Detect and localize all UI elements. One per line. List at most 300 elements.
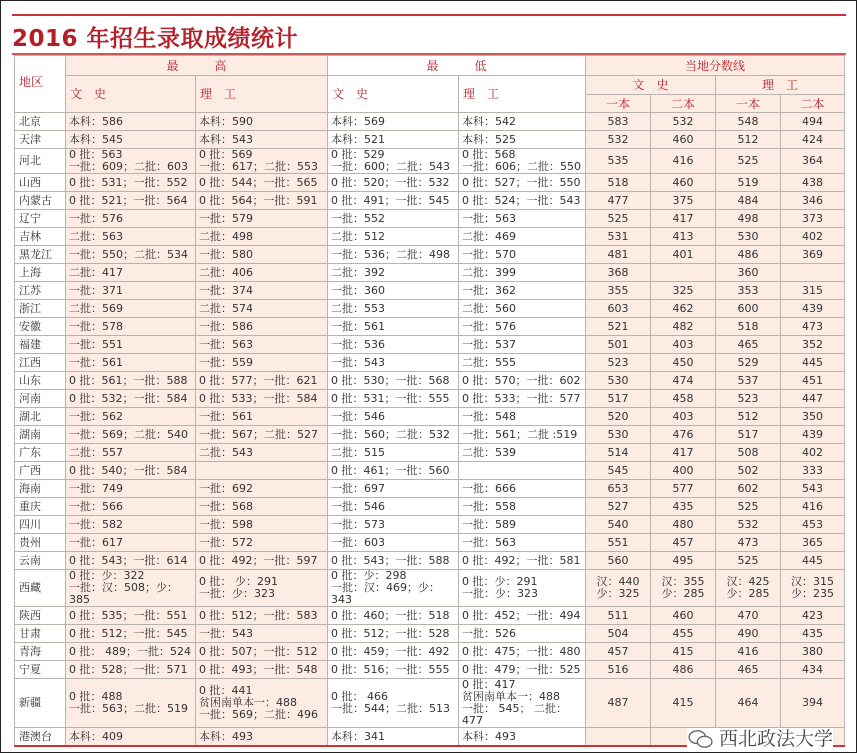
line-wenshi-yiben-cell: 530 xyxy=(586,426,651,444)
highest-wenshi-cell: 二批：563 xyxy=(66,228,196,246)
region-cell: 海南 xyxy=(15,480,66,498)
table-row xyxy=(15,336,845,354)
region-cell: 北京 xyxy=(15,113,66,131)
line-wenshi-yiben-cell: 514 xyxy=(586,444,651,462)
line-wenshi-yiben-cell: 368 xyxy=(586,264,651,282)
highest-ligong-cell: 本科：493 xyxy=(196,728,328,747)
highest-ligong-cell: 一批：567；二批：527 xyxy=(196,426,328,444)
line-ligong-erben-cell: 423 xyxy=(781,607,845,625)
region-cell: 浙江 xyxy=(15,300,66,318)
line-wenshi-yiben-cell: 457 xyxy=(586,643,651,661)
highest-ligong-cell: 一批：543 xyxy=(196,625,328,643)
region-cell: 广西 xyxy=(15,462,66,480)
table-row xyxy=(15,444,845,462)
highest-wenshi-cell: 本科：545 xyxy=(66,131,196,149)
line-wenshi-yiben-cell: 汉：440 少：325 xyxy=(586,570,651,607)
line-wenshi-yiben-cell: 525 xyxy=(586,210,651,228)
highest-wenshi-cell: 一批：562 xyxy=(66,408,196,426)
table-row xyxy=(15,264,845,282)
table-row xyxy=(15,498,845,516)
line-wenshi-yiben-cell: 501 xyxy=(586,336,651,354)
line-wenshi-erben-cell: 455 xyxy=(651,625,716,643)
table-row xyxy=(15,534,845,552)
header-region: 地区 xyxy=(15,56,66,113)
region-cell: 贵州 xyxy=(15,534,66,552)
line-ligong-yiben-cell: 600 xyxy=(716,300,781,318)
line-wenshi-yiben-cell: 481 xyxy=(586,246,651,264)
table-row xyxy=(15,625,845,643)
table-row xyxy=(15,282,845,300)
line-wenshi-erben-cell: 482 xyxy=(651,318,716,336)
header-lowest-wenshi: 文 史 xyxy=(328,76,459,113)
line-wenshi-erben-cell: 400 xyxy=(651,462,716,480)
region-cell: 吉林 xyxy=(15,228,66,246)
line-ligong-yiben-cell: 525 xyxy=(716,552,781,570)
lowest-ligong-cell: 本科：542 xyxy=(459,113,586,131)
line-ligong-yiben-cell: 523 xyxy=(716,390,781,408)
line-wenshi-yiben-cell xyxy=(586,728,651,747)
highest-ligong-cell: 一批：692 xyxy=(196,480,328,498)
line-ligong-erben-cell: 402 xyxy=(781,444,845,462)
highest-ligong-cell: 一批：559 xyxy=(196,354,328,372)
highest-wenshi-cell: 0 批：488 一批：563；二批：519 xyxy=(66,679,196,728)
highest-wenshi-cell: 一批：578 xyxy=(66,318,196,336)
lowest-wenshi-cell: 一批：573 xyxy=(328,516,459,534)
line-ligong-erben-cell: 365 xyxy=(781,534,845,552)
lowest-ligong-cell: 一批：570 xyxy=(459,246,586,264)
table-row xyxy=(15,192,845,210)
header-ligong-yiben: 一本 xyxy=(716,95,781,113)
line-ligong-yiben-cell: 512 xyxy=(716,408,781,426)
line-wenshi-erben-cell: 486 xyxy=(651,661,716,679)
lowest-ligong-cell: 0 批：524；一批：543 xyxy=(459,192,586,210)
lowest-ligong-cell: 0 批：452；一批：494 xyxy=(459,607,586,625)
line-ligong-erben-cell: 汉：315 少：235 xyxy=(781,570,845,607)
line-ligong-yiben-cell: 汉：425 少：285 xyxy=(716,570,781,607)
line-wenshi-erben-cell: 460 xyxy=(651,131,716,149)
line-ligong-erben-cell: 416 xyxy=(781,498,845,516)
line-ligong-erben-cell: 315 xyxy=(781,282,845,300)
line-ligong-erben-cell: 439 xyxy=(781,426,845,444)
line-wenshi-erben-cell: 460 xyxy=(651,607,716,625)
highest-wenshi-cell: 一批：749 xyxy=(66,480,196,498)
line-wenshi-erben-cell: 480 xyxy=(651,516,716,534)
header-highest-wenshi: 文 史 xyxy=(66,76,196,113)
line-ligong-yiben-cell: 512 xyxy=(716,131,781,149)
line-wenshi-erben-cell: 汉：355 少：285 xyxy=(651,570,716,607)
line-wenshi-yiben-cell: 532 xyxy=(586,131,651,149)
highest-ligong-cell: 一批：598 xyxy=(196,516,328,534)
line-ligong-yiben-cell: 498 xyxy=(716,210,781,228)
region-cell: 湖北 xyxy=(15,408,66,426)
line-ligong-erben-cell: 369 xyxy=(781,246,845,264)
lowest-ligong-cell: 一批：558 xyxy=(459,498,586,516)
line-wenshi-yiben-cell: 531 xyxy=(586,228,651,246)
highest-ligong-cell: 二批：406 xyxy=(196,264,328,282)
line-ligong-yiben-cell: 360 xyxy=(716,264,781,282)
lowest-wenshi-cell: 0 批：520；一批：532 xyxy=(328,174,459,192)
region-cell: 宁夏 xyxy=(15,661,66,679)
header-wenshi-erben: 二本 xyxy=(651,95,716,113)
highest-wenshi-cell: 0 批：540；一批：584 xyxy=(66,462,196,480)
lowest-wenshi-cell: 0 批：少：298 一批：汉：469；少：343 xyxy=(328,570,459,607)
line-wenshi-yiben-cell: 583 xyxy=(586,113,651,131)
line-wenshi-erben-cell: 435 xyxy=(651,498,716,516)
line-wenshi-erben-cell xyxy=(651,264,716,282)
line-wenshi-yiben-cell: 520 xyxy=(586,408,651,426)
highest-ligong-cell: 本科：590 xyxy=(196,113,328,131)
region-cell: 甘肃 xyxy=(15,625,66,643)
table-row xyxy=(15,113,845,131)
line-ligong-yiben-cell: 502 xyxy=(716,462,781,480)
highest-ligong-cell: 一批：374 xyxy=(196,282,328,300)
highest-wenshi-cell: 一批：561 xyxy=(66,354,196,372)
table-row xyxy=(15,570,845,607)
highest-ligong-cell: 0 批：441 贫困南单本一：488 一批：569；二批：496 xyxy=(196,679,328,728)
line-ligong-yiben-cell: 486 xyxy=(716,246,781,264)
line-wenshi-yiben-cell: 477 xyxy=(586,192,651,210)
highest-wenshi-cell: 一批：551 xyxy=(66,336,196,354)
line-wenshi-yiben-cell: 511 xyxy=(586,607,651,625)
line-ligong-yiben-cell: 517 xyxy=(716,426,781,444)
lowest-ligong-cell: 二批：399 xyxy=(459,264,586,282)
highest-wenshi-cell: 0 批： 489；一批：524 xyxy=(66,643,196,661)
header-wenshi-yiben: 一本 xyxy=(586,95,651,113)
region-cell: 河南 xyxy=(15,390,66,408)
lowest-ligong-cell: 一批：362 xyxy=(459,282,586,300)
line-ligong-erben-cell xyxy=(781,264,845,282)
lowest-wenshi-cell: 二批：553 xyxy=(328,300,459,318)
lowest-wenshi-cell: 一批：552 xyxy=(328,210,459,228)
line-ligong-yiben-cell: 525 xyxy=(716,149,781,174)
table-row xyxy=(15,210,845,228)
line-ligong-erben-cell: 445 xyxy=(781,354,845,372)
highest-wenshi-cell: 一批：550；二批：534 xyxy=(66,246,196,264)
lowest-wenshi-cell: 一批：360 xyxy=(328,282,459,300)
line-ligong-yiben-cell: 490 xyxy=(716,625,781,643)
line-ligong-yiben-cell: 518 xyxy=(716,318,781,336)
region-cell: 江西 xyxy=(15,354,66,372)
table-row xyxy=(15,661,845,679)
line-wenshi-erben-cell: 476 xyxy=(651,426,716,444)
line-wenshi-yiben-cell: 540 xyxy=(586,516,651,534)
line-ligong-erben-cell: 434 xyxy=(781,661,845,679)
highest-ligong-cell: 0 批：533；一批：584 xyxy=(196,390,328,408)
table-row xyxy=(15,408,845,426)
line-wenshi-erben-cell: 577 xyxy=(651,480,716,498)
lowest-wenshi-cell: 本科：341 xyxy=(328,728,459,747)
table-row xyxy=(15,318,845,336)
lowest-ligong-cell: 二批：560 xyxy=(459,300,586,318)
line-ligong-yiben-cell: 529 xyxy=(716,354,781,372)
region-cell: 安徽 xyxy=(15,318,66,336)
highest-ligong-cell: 一批：586 xyxy=(196,318,328,336)
lowest-ligong-cell: 二批：539 xyxy=(459,444,586,462)
line-wenshi-yiben-cell: 653 xyxy=(586,480,651,498)
lowest-ligong-cell: 一批：526 xyxy=(459,625,586,643)
region-cell: 四川 xyxy=(15,516,66,534)
lowest-wenshi-cell: 一批：560；二批：532 xyxy=(328,426,459,444)
line-ligong-erben-cell: 473 xyxy=(781,318,845,336)
line-wenshi-erben-cell: 460 xyxy=(651,174,716,192)
watermark-text: 西北政法大学 xyxy=(718,728,833,750)
line-ligong-yiben-cell: 464 xyxy=(716,679,781,728)
region-cell: 湖南 xyxy=(15,426,66,444)
table-row xyxy=(15,149,845,174)
line-ligong-yiben-cell: 416 xyxy=(716,643,781,661)
lowest-ligong-cell: 一批：589 xyxy=(459,516,586,534)
line-ligong-erben-cell: 394 xyxy=(781,679,845,728)
line-wenshi-yiben-cell: 527 xyxy=(586,498,651,516)
line-ligong-erben-cell: 373 xyxy=(781,210,845,228)
lowest-wenshi-cell: 一批：697 xyxy=(328,480,459,498)
watermark xyxy=(687,728,833,750)
line-ligong-yiben-cell: 465 xyxy=(716,336,781,354)
highest-wenshi-cell: 二批：417 xyxy=(66,264,196,282)
region-cell: 陕西 xyxy=(15,607,66,625)
highest-wenshi-cell: 一批：371 xyxy=(66,282,196,300)
header-local-line: 当地分数线 xyxy=(586,56,845,76)
header-lowest: 最 低 xyxy=(328,56,586,76)
region-cell: 内蒙古 xyxy=(15,192,66,210)
lowest-ligong-cell: 二批：555 xyxy=(459,354,586,372)
highest-ligong-cell: 二批：574 xyxy=(196,300,328,318)
region-cell: 福建 xyxy=(15,336,66,354)
line-ligong-erben-cell: 445 xyxy=(781,552,845,570)
highest-wenshi-cell: 0 批：563 一批：609；二批：603 xyxy=(66,149,196,174)
line-ligong-yiben-cell: 519 xyxy=(716,174,781,192)
lowest-wenshi-cell: 0 批：512；一批：528 xyxy=(328,625,459,643)
page-title: 2016 年招生录取成绩统计 xyxy=(12,26,299,52)
highest-wenshi-cell: 一批：576 xyxy=(66,210,196,228)
line-ligong-erben-cell: 439 xyxy=(781,300,845,318)
line-ligong-erben-cell: 451 xyxy=(781,372,845,390)
lowest-ligong-cell xyxy=(459,462,586,480)
table-row xyxy=(15,552,845,570)
lowest-wenshi-cell: 二批：515 xyxy=(328,444,459,462)
line-wenshi-erben-cell: 450 xyxy=(651,354,716,372)
line-wenshi-erben-cell: 401 xyxy=(651,246,716,264)
lowest-wenshi-cell: 0 批：543；一批：588 xyxy=(328,552,459,570)
line-wenshi-yiben-cell: 487 xyxy=(586,679,651,728)
region-cell: 港澳台 xyxy=(15,728,66,747)
table-body xyxy=(15,113,845,747)
region-cell: 上海 xyxy=(15,264,66,282)
line-ligong-erben-cell: 346 xyxy=(781,192,845,210)
lowest-wenshi-cell: 二批：392 xyxy=(328,264,459,282)
highest-ligong-cell: 一批：572 xyxy=(196,534,328,552)
highest-ligong-cell: 二批：498 xyxy=(196,228,328,246)
line-wenshi-yiben-cell: 551 xyxy=(586,534,651,552)
line-wenshi-yiben-cell: 517 xyxy=(586,390,651,408)
lowest-wenshi-cell: 0 批：529 一批：600；二批：543 xyxy=(328,149,459,174)
highest-wenshi-cell: 0 批：543；一批：614 xyxy=(66,552,196,570)
lowest-wenshi-cell: 本科：521 xyxy=(328,131,459,149)
highest-ligong-cell: 一批：561 xyxy=(196,408,328,426)
line-ligong-erben-cell: 350 xyxy=(781,408,845,426)
lowest-wenshi-cell: 一批：546 xyxy=(328,408,459,426)
highest-wenshi-cell: 0 批：512；一批：545 xyxy=(66,625,196,643)
highest-ligong-cell: 0 批：512；一批：583 xyxy=(196,607,328,625)
line-ligong-erben-cell: 447 xyxy=(781,390,845,408)
lowest-wenshi-cell: 0 批：531；一批：555 xyxy=(328,390,459,408)
highest-wenshi-cell: 0 批：561；一批：588 xyxy=(66,372,196,390)
header-highest: 最 高 xyxy=(66,56,328,76)
lowest-ligong-cell: 一批：548 xyxy=(459,408,586,426)
line-wenshi-yiben-cell: 521 xyxy=(586,318,651,336)
table-row xyxy=(15,372,845,390)
lowest-wenshi-cell: 一批：603 xyxy=(328,534,459,552)
line-wenshi-erben-cell: 532 xyxy=(651,113,716,131)
table-row xyxy=(15,354,845,372)
highest-ligong-cell: 一批：568 xyxy=(196,498,328,516)
lowest-ligong-cell: 一批：537 xyxy=(459,336,586,354)
line-ligong-yiben-cell: 508 xyxy=(716,444,781,462)
line-wenshi-erben-cell: 325 xyxy=(651,282,716,300)
line-ligong-erben-cell: 333 xyxy=(781,462,845,480)
lowest-wenshi-cell: 一批：536；二批：498 xyxy=(328,246,459,264)
line-ligong-yiben-cell: 465 xyxy=(716,661,781,679)
line-wenshi-erben-cell: 403 xyxy=(651,336,716,354)
line-wenshi-erben-cell: 474 xyxy=(651,372,716,390)
lowest-wenshi-cell: 0 批：530；一批：568 xyxy=(328,372,459,390)
region-cell: 黑龙江 xyxy=(15,246,66,264)
line-wenshi-erben-cell: 415 xyxy=(651,643,716,661)
line-ligong-erben-cell: 424 xyxy=(781,131,845,149)
region-cell: 重庆 xyxy=(15,498,66,516)
region-cell: 山东 xyxy=(15,372,66,390)
region-cell: 青海 xyxy=(15,643,66,661)
table-row xyxy=(15,174,845,192)
lowest-ligong-cell: 0 批：527；一批：550 xyxy=(459,174,586,192)
lowest-ligong-cell: 0 批：417 贫困南单本一：488 一批： 545； 二批：477 xyxy=(459,679,586,728)
line-wenshi-erben-cell: 375 xyxy=(651,192,716,210)
highest-wenshi-cell: 一批：617 xyxy=(66,534,196,552)
line-ligong-yiben-cell: 532 xyxy=(716,516,781,534)
line-ligong-erben-cell: 364 xyxy=(781,149,845,174)
highest-ligong-cell: 0 批：564；一批：591 xyxy=(196,192,328,210)
line-wenshi-erben-cell: 417 xyxy=(651,210,716,228)
header-ligong-erben: 二本 xyxy=(781,95,845,113)
highest-wenshi-cell: 0 批：535；一批：551 xyxy=(66,607,196,625)
line-wenshi-erben-cell: 458 xyxy=(651,390,716,408)
line-wenshi-yiben-cell: 355 xyxy=(586,282,651,300)
line-wenshi-erben-cell: 413 xyxy=(651,228,716,246)
lowest-wenshi-cell: 0 批： 466 一批：544；二批：513 xyxy=(328,679,459,728)
lowest-ligong-cell: 0 批：479；一批：525 xyxy=(459,661,586,679)
lowest-wenshi-cell: 0 批：461；一批：560 xyxy=(328,462,459,480)
admission-scores-table xyxy=(14,55,845,747)
table-row xyxy=(15,607,845,625)
lowest-ligong-cell: 一批：666 xyxy=(459,480,586,498)
highest-ligong-cell: 0 批：569 一批：617；二批：553 xyxy=(196,149,328,174)
line-wenshi-yiben-cell: 545 xyxy=(586,462,651,480)
lowest-ligong-cell: 本科：525 xyxy=(459,131,586,149)
table-row xyxy=(15,516,845,534)
line-wenshi-erben-cell: 457 xyxy=(651,534,716,552)
highest-wenshi-cell: 一批：566 xyxy=(66,498,196,516)
line-wenshi-erben-cell: 416 xyxy=(651,149,716,174)
lowest-wenshi-cell: 0 批：459；一批：492 xyxy=(328,643,459,661)
table-row xyxy=(15,228,845,246)
highest-wenshi-cell: 二批：569 xyxy=(66,300,196,318)
lowest-ligong-cell: 0 批：568 一批：606；二批：550 xyxy=(459,149,586,174)
header-highest-ligong: 理 工 xyxy=(196,76,328,113)
line-wenshi-yiben-cell: 504 xyxy=(586,625,651,643)
line-ligong-yiben-cell: 548 xyxy=(716,113,781,131)
highest-ligong-cell: 0 批：507；一批：512 xyxy=(196,643,328,661)
lowest-wenshi-cell: 一批：536 xyxy=(328,336,459,354)
line-ligong-erben-cell: 435 xyxy=(781,625,845,643)
line-ligong-yiben-cell: 473 xyxy=(716,534,781,552)
line-wenshi-erben-cell: 462 xyxy=(651,300,716,318)
lowest-wenshi-cell: 一批：546 xyxy=(328,498,459,516)
highest-wenshi-cell: 本科：409 xyxy=(66,728,196,747)
lowest-ligong-cell: 一批：561；二批 :519 xyxy=(459,426,586,444)
line-ligong-erben-cell: 402 xyxy=(781,228,845,246)
lowest-ligong-cell: 0 批：570；一批：602 xyxy=(459,372,586,390)
lowest-wenshi-cell: 一批：543 xyxy=(328,354,459,372)
highest-ligong-cell: 0 批：577；一批：621 xyxy=(196,372,328,390)
highest-wenshi-cell: 0 批：528；一批：571 xyxy=(66,661,196,679)
header-line-ligong: 理 工 xyxy=(716,76,845,95)
region-cell: 新疆 xyxy=(15,679,66,728)
highest-wenshi-cell: 本科：586 xyxy=(66,113,196,131)
highest-ligong-cell xyxy=(196,462,328,480)
lowest-ligong-cell: 一批：576 xyxy=(459,318,586,336)
line-wenshi-yiben-cell: 516 xyxy=(586,661,651,679)
table-row xyxy=(15,131,845,149)
table-row xyxy=(15,643,845,661)
region-cell: 河北 xyxy=(15,149,66,174)
lowest-ligong-cell: 0 批：492；一批：581 xyxy=(459,552,586,570)
line-wenshi-erben-cell: 495 xyxy=(651,552,716,570)
table-row xyxy=(15,426,845,444)
line-ligong-yiben-cell: 484 xyxy=(716,192,781,210)
lowest-ligong-cell: 0 批：475；一批：480 xyxy=(459,643,586,661)
table-row xyxy=(15,390,845,408)
lowest-wenshi-cell: 本科：569 xyxy=(328,113,459,131)
region-cell: 广东 xyxy=(15,444,66,462)
highest-wenshi-cell: 0 批：531；一批：552 xyxy=(66,174,196,192)
line-wenshi-yiben-cell: 523 xyxy=(586,354,651,372)
table-row xyxy=(15,480,845,498)
line-wenshi-erben-cell: 417 xyxy=(651,444,716,462)
line-ligong-yiben-cell: 602 xyxy=(716,480,781,498)
lowest-wenshi-cell: 0 批：460；一批：518 xyxy=(328,607,459,625)
lowest-ligong-cell: 一批：563 xyxy=(459,534,586,552)
table-row xyxy=(15,300,845,318)
table-row xyxy=(15,462,845,480)
line-ligong-yiben-cell: 537 xyxy=(716,372,781,390)
highest-ligong-cell: 0 批：493；一批：548 xyxy=(196,661,328,679)
highest-wenshi-cell: 0 批：少：322 一批：汉：508；少：385 xyxy=(66,570,196,607)
highest-ligong-cell: 二批：543 xyxy=(196,444,328,462)
line-wenshi-yiben-cell: 518 xyxy=(586,174,651,192)
lowest-ligong-cell: 二批：469 xyxy=(459,228,586,246)
highest-ligong-cell: 0 批： 少：291 一批：少：323 xyxy=(196,570,328,607)
highest-ligong-cell: 一批：579 xyxy=(196,210,328,228)
line-ligong-erben-cell: 543 xyxy=(781,480,845,498)
line-ligong-erben-cell: 438 xyxy=(781,174,845,192)
region-cell: 天津 xyxy=(15,131,66,149)
line-ligong-yiben-cell: 530 xyxy=(716,228,781,246)
lowest-ligong-cell: 本科：493 xyxy=(459,728,586,747)
highest-ligong-cell: 0 批：492；一批：597 xyxy=(196,552,328,570)
line-ligong-yiben-cell: 525 xyxy=(716,498,781,516)
top-rule xyxy=(12,14,846,16)
lowest-ligong-cell: 0 批：少：291 一批：少：323 xyxy=(459,570,586,607)
